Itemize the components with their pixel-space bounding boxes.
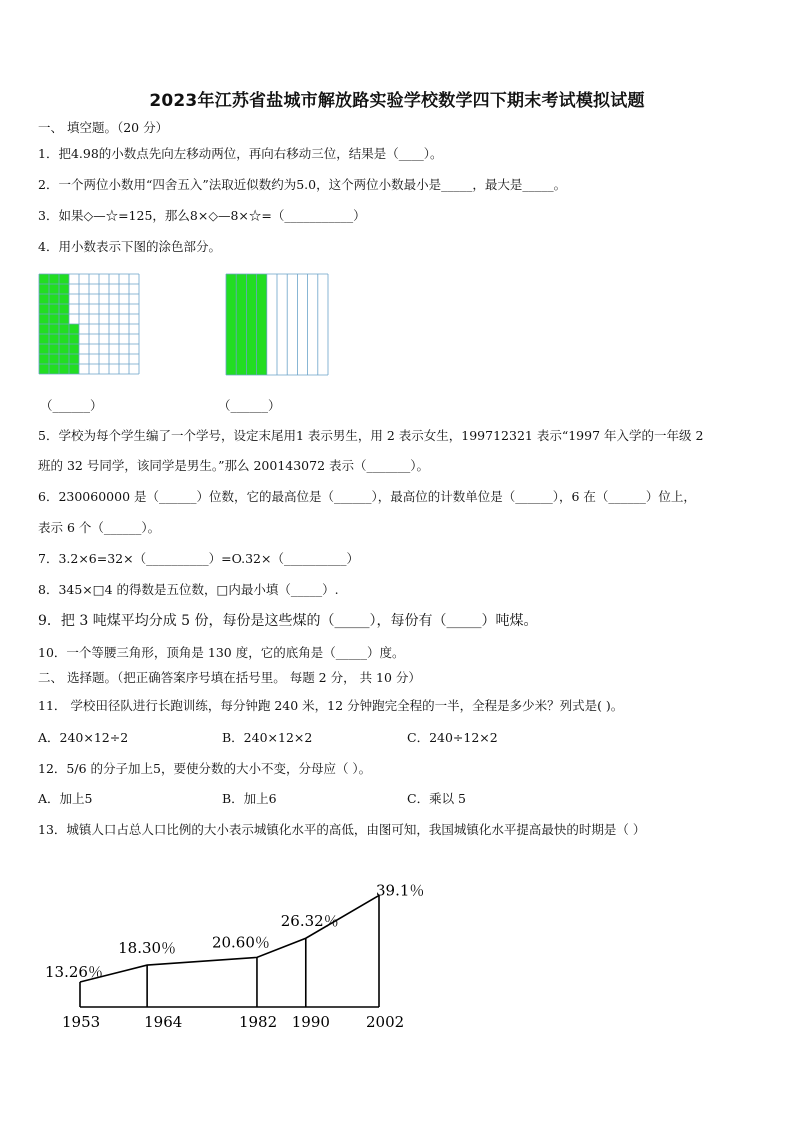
page-title: 2023年江苏省盐城市解放路实验学校数学四下期末考试模拟试题	[149, 91, 645, 111]
value-label-1990: 26.32％	[280, 912, 339, 931]
x-tick-label-1982: 1982	[238, 1013, 278, 1031]
x-tick-label-1964: 1964	[144, 1013, 183, 1031]
question-6-line-1: 6．230060000 是（______）位数，它的最高位是（______），最高位的计数单位是（______），6 在（______）位上，	[38, 489, 696, 504]
question-9: 9．把 3 吨煤平均分成 5 份，每份是这些煤的（_____），每份有（_____）吨煤。	[38, 613, 538, 629]
q4-answer-blank-2: （______）	[218, 398, 281, 413]
question-12: 12．5/6 的分子加上5，要使分数的大小不变，分母应（ ）。	[38, 761, 372, 776]
question-11: 11． 学校田径队进行长跑训练，每分钟跑 240 米，12 分钟跑完全程的一半，全程是多少米？列式是( )。	[38, 698, 624, 713]
q11-option-c: C．240÷12×2	[407, 730, 498, 745]
q12-option-b: B．加上6	[222, 791, 277, 806]
shaded-region-partial	[69, 324, 79, 374]
urbanization-chart	[36, 862, 436, 1042]
question-4: 4．用小数表示下图的涂色部分。	[38, 239, 221, 254]
value-label-1982: 20.60％	[211, 933, 270, 952]
section-choice-heading: 二、 选择题。（把正确答案序号填在括号里。 每题 2 分， 共 10 分）	[38, 670, 421, 685]
question-13: 13．城镇人口占总人口比例的大小表示城镇化水平的高低，由图可知，我国城镇化水平提高最快的时期是（ ）	[38, 822, 646, 837]
shaded-grid-figure-1	[38, 273, 140, 377]
value-label-2002: 39.1％	[376, 881, 425, 900]
section-fill-in-heading: 一、 填空题。（20 分）	[38, 120, 169, 135]
q11-option-a: A．240×12÷2	[38, 730, 129, 745]
question-3: 3．如果◇—☆=125，那么8×◇—8×☆=（___________）	[38, 208, 366, 223]
value-label-1953: 13.26％	[45, 962, 103, 981]
q4-answer-blank-1: （______）	[40, 398, 103, 413]
question-6-line-2: 表示 6 个（______）。	[38, 520, 161, 535]
x-tick-label-1953: 1953	[62, 1013, 101, 1031]
q11-option-b: B．240×12×2	[222, 730, 313, 745]
shaded-strip-figure-2	[225, 273, 330, 377]
q12-option-c: C．乘以 5	[407, 791, 466, 806]
question-10: 10．一个等腰三角形，顶角是 130 度，它的底角是（_____）度。	[38, 645, 405, 660]
x-tick-label-2002: 2002	[366, 1013, 405, 1031]
question-7: 7．3.2×6=32×（__________）=O.32×（__________）	[38, 551, 359, 566]
question-5-line-1: 5．学校为每个学生编了一个学号，设定末尾用1 表示男生，用 2 表示女生，199712321 表示“1997 年入学的一年级 2	[38, 428, 704, 443]
x-tick-label-1990: 1990	[291, 1013, 330, 1031]
q12-option-a: A．加上5	[38, 791, 93, 806]
value-label-1964: 18.30％	[118, 939, 177, 958]
question-2: 2．一个两位小数用“四舍五入”法取近似数约为5.0，这个两位小数最小是_____，最大是_____。	[38, 177, 567, 192]
question-1: 1．把4.98的小数点先向左移动两位，再向右移动三位，结果是（____）。	[38, 146, 443, 161]
question-5-line-2: 班的 32 号同学，该同学是男生。”那么 200143072 表示（_______）。	[38, 458, 430, 473]
question-8: 8．345×□4 的得数是五位数，□内最小填（_____）.	[38, 582, 339, 597]
